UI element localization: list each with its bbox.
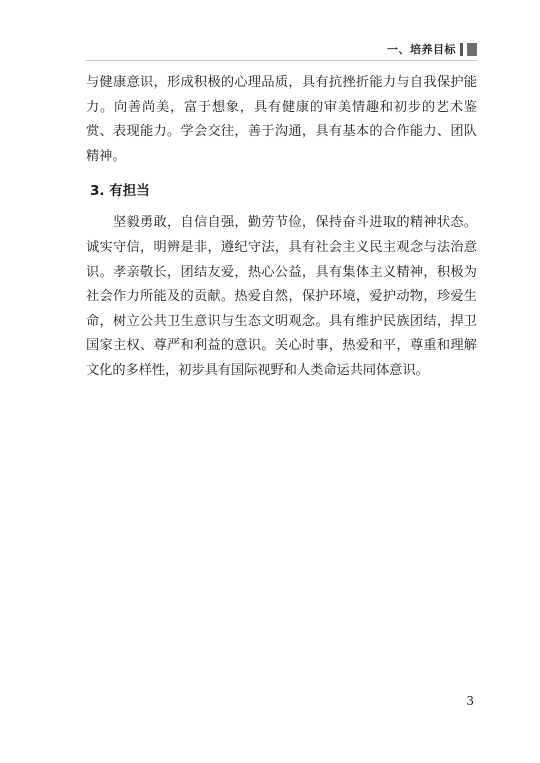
running-header <box>387 41 477 57</box>
continuation-paragraph: 与健康意识，形成积极的心理品质，具有抗挫折能力与自我保护能力。向善尚美，富于想象，具有健康的审美情趣和初步的艺术鉴赏、表现能力。学会交往，善于沟通，具有基本的合作能力、团队精神。 <box>86 75 477 164</box>
page-number: 3 <box>466 694 474 708</box>
section-heading: 3. 有担当 <box>90 183 150 200</box>
header-block-decoration <box>467 43 477 56</box>
running-header-title: 一、培养目标 <box>387 43 456 56</box>
header-rule <box>86 60 477 61</box>
header-bar-decoration <box>460 43 463 56</box>
section-paragraph: 坚毅勇敢，自信自强，勤劳节俭，保持奋斗进取的精神状态。诚实守信，明辨是非，遵纪守法，具有社会主义民主观念与法治意识。孝亲敬长，团结友爱，热心公益，具有集体主义精神，积极为社会作力所能及的贡献。热爱自然，保护环境，爱护动物，珍爱生命，树立公共卫生意识与生态文明观念。具有维护民族团结，捍卫国家主权、尊严和利益的意识。关心时事，热爱和平，尊重和理解文化的多样性，初步具有国际视野和人类命运共同体意识。 <box>86 215 477 378</box>
body-text <box>86 71 477 384</box>
